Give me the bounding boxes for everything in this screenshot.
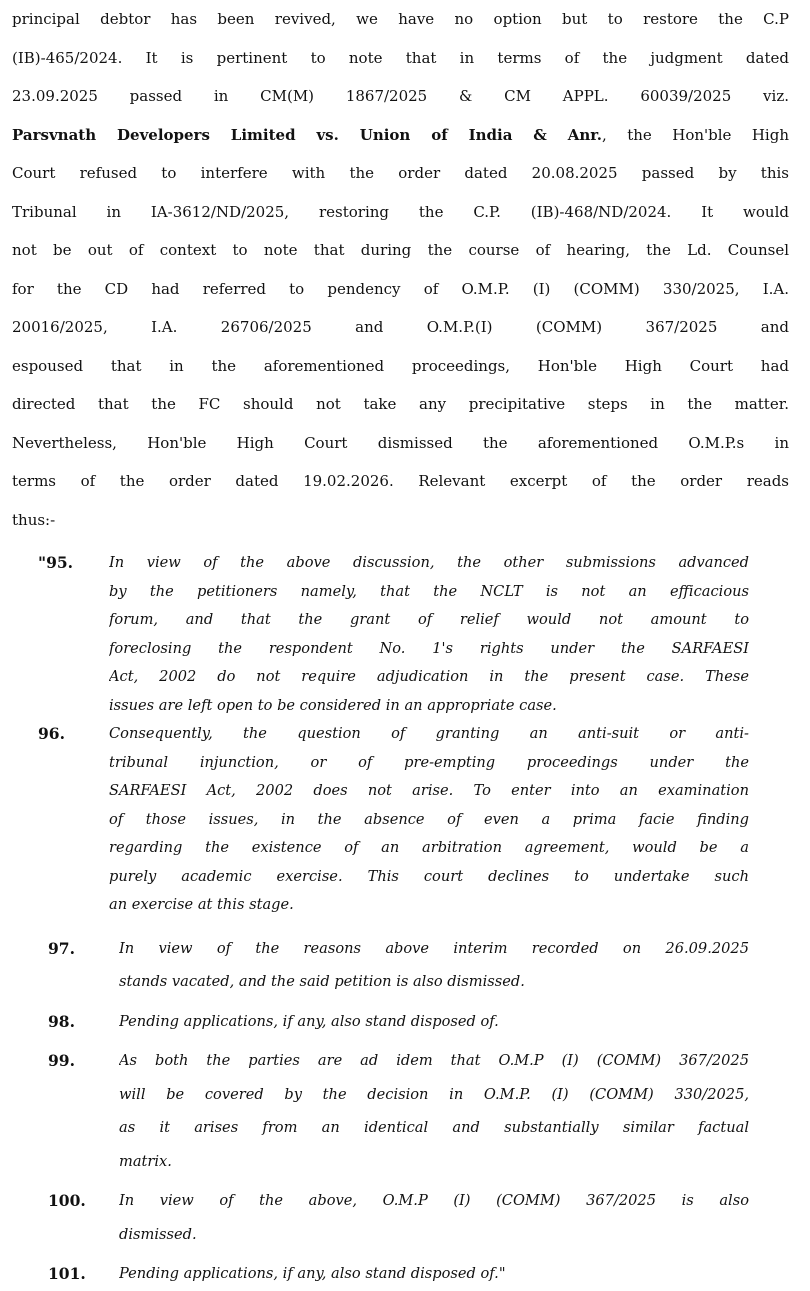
paragraph-line: will be covered by the decision in O.M.P. (I) (COMM) 330/2025, [119, 1085, 749, 1103]
paragraph-line: Pending applications, if any, also stand disposed of. [119, 1012, 499, 1030]
paragraph-line: In view of the above, O.M.P (I) (COMM) 367/2025 is also [119, 1192, 749, 1209]
paragraph-line: as it arises from an identical and substantially similar factual [119, 1119, 749, 1136]
quoted-paragraph [12, 549, 798, 720]
intro-paragraph [12, 0, 798, 539]
paragraph-number: 100. [48, 1191, 86, 1210]
line-text: , the Hon'ble High [602, 125, 789, 144]
intro-line [12, 116, 789, 155]
paragraph-line: SARFAESI Act, 2002 does not arise. To enter into an examination [109, 782, 749, 799]
paragraph-line: issues are left open to be considered in an appropriate case. [109, 696, 557, 714]
paragraph-line: dismissed. [119, 1225, 197, 1243]
quoted-paragraph [12, 1257, 798, 1291]
paragraph-line: by the petitioners namely, that the NCLT is not an efficacious [109, 582, 749, 600]
intro-line: thus:- [12, 510, 56, 529]
intro-line: for the CD had referred to pendency of O.M.P. (I) (COMM) 330/2025, I.A. [12, 279, 789, 298]
paragraph-number: 96. [38, 724, 65, 743]
intro-line: Tribunal in IA-3612/ND/2025, restoring the C.P. (IB)-468/ND/2024. It would [12, 202, 789, 221]
paragraph-line: foreclosing the respondent No. 1's rights under the SARFAESI [109, 639, 749, 657]
paragraph-number: "95. [38, 553, 74, 572]
intro-line: terms of the order dated 19.02.2026. Relevant excerpt of the order reads [12, 472, 789, 490]
paragraph-line: forum, and that the grant of relief would not amount to [109, 611, 749, 628]
paragraph-line: an exercise at this stage. [109, 896, 294, 913]
quoted-paragraph [12, 1184, 798, 1251]
case-name: Parsvnath Developers Limited vs. Union of India & Anr. [12, 125, 603, 144]
intro-line: 20016/2025, I.A. 26706/2025 and O.M.P.(I) (COMM) 367/2025 and [12, 318, 789, 336]
intro-line: 23.09.2025 passed in CM(M) 1867/2025 & CM APPL. 60039/2025 viz. [12, 87, 789, 105]
paragraph-line: Consequently, the question of granting an anti-suit or anti- [109, 725, 749, 742]
intro-line: directed that the FC should not take any precipitative steps in the matter. [12, 395, 789, 413]
quoted-paragraph [12, 1005, 798, 1039]
intro-line: not be out of context to note that during the course of hearing, the Ld. Counsel [12, 241, 789, 259]
paragraph-line: of those issues, in the absence of even a prima facie finding [109, 810, 749, 828]
intro-line: espoused that in the aforementioned proceedings, Hon'ble High Court had [12, 356, 789, 375]
paragraph-number: 97. [48, 938, 75, 958]
paragraph-number: 101. [48, 1264, 86, 1283]
quoted-paragraph [12, 932, 798, 999]
paragraph-number: 98. [48, 1011, 75, 1031]
paragraph-line: In view of the above discussion, the other submissions advanced [109, 554, 749, 571]
quoted-paragraph [12, 720, 798, 920]
paragraph-line: Pending applications, if any, also stand disposed of." [119, 1265, 506, 1282]
paragraph-line: regarding the existence of an arbitration agreement, would be a [109, 839, 749, 856]
paragraph-line: Act, 2002 do not require adjudication in the present case. These [109, 668, 749, 685]
paragraph-line: tribunal injunction, or of pre-empting proceedings under the [109, 753, 749, 771]
intro-line: (IB)-465/2024. It is pertinent to note that in terms of the judgment dated [12, 48, 789, 67]
intro-line: Nevertheless, Hon'ble High Court dismissed the aforementioned O.M.P.s in [12, 433, 789, 452]
intro-line: Court refused to interfere with the order dated 20.08.2025 passed by this [12, 164, 789, 182]
paragraph-number: 99. [48, 1051, 75, 1070]
paragraph-line: stands vacated, and the said petition is also dismissed. [119, 973, 525, 990]
paragraph-line: In view of the reasons above interim recorded on 26.09.2025 [119, 939, 749, 957]
intro-line: principal debtor has been revived, we have no option but to restore the C.P [12, 10, 789, 28]
paragraph-line: matrix. [119, 1152, 172, 1170]
paragraph-line: As both the parties are ad idem that O.M.P (I) (COMM) 367/2025 [119, 1052, 749, 1069]
quoted-paragraph [12, 1044, 798, 1178]
paragraph-line: purely academic exercise. This court declines to undertake such [109, 867, 749, 885]
quoted-excerpt [12, 549, 798, 1291]
